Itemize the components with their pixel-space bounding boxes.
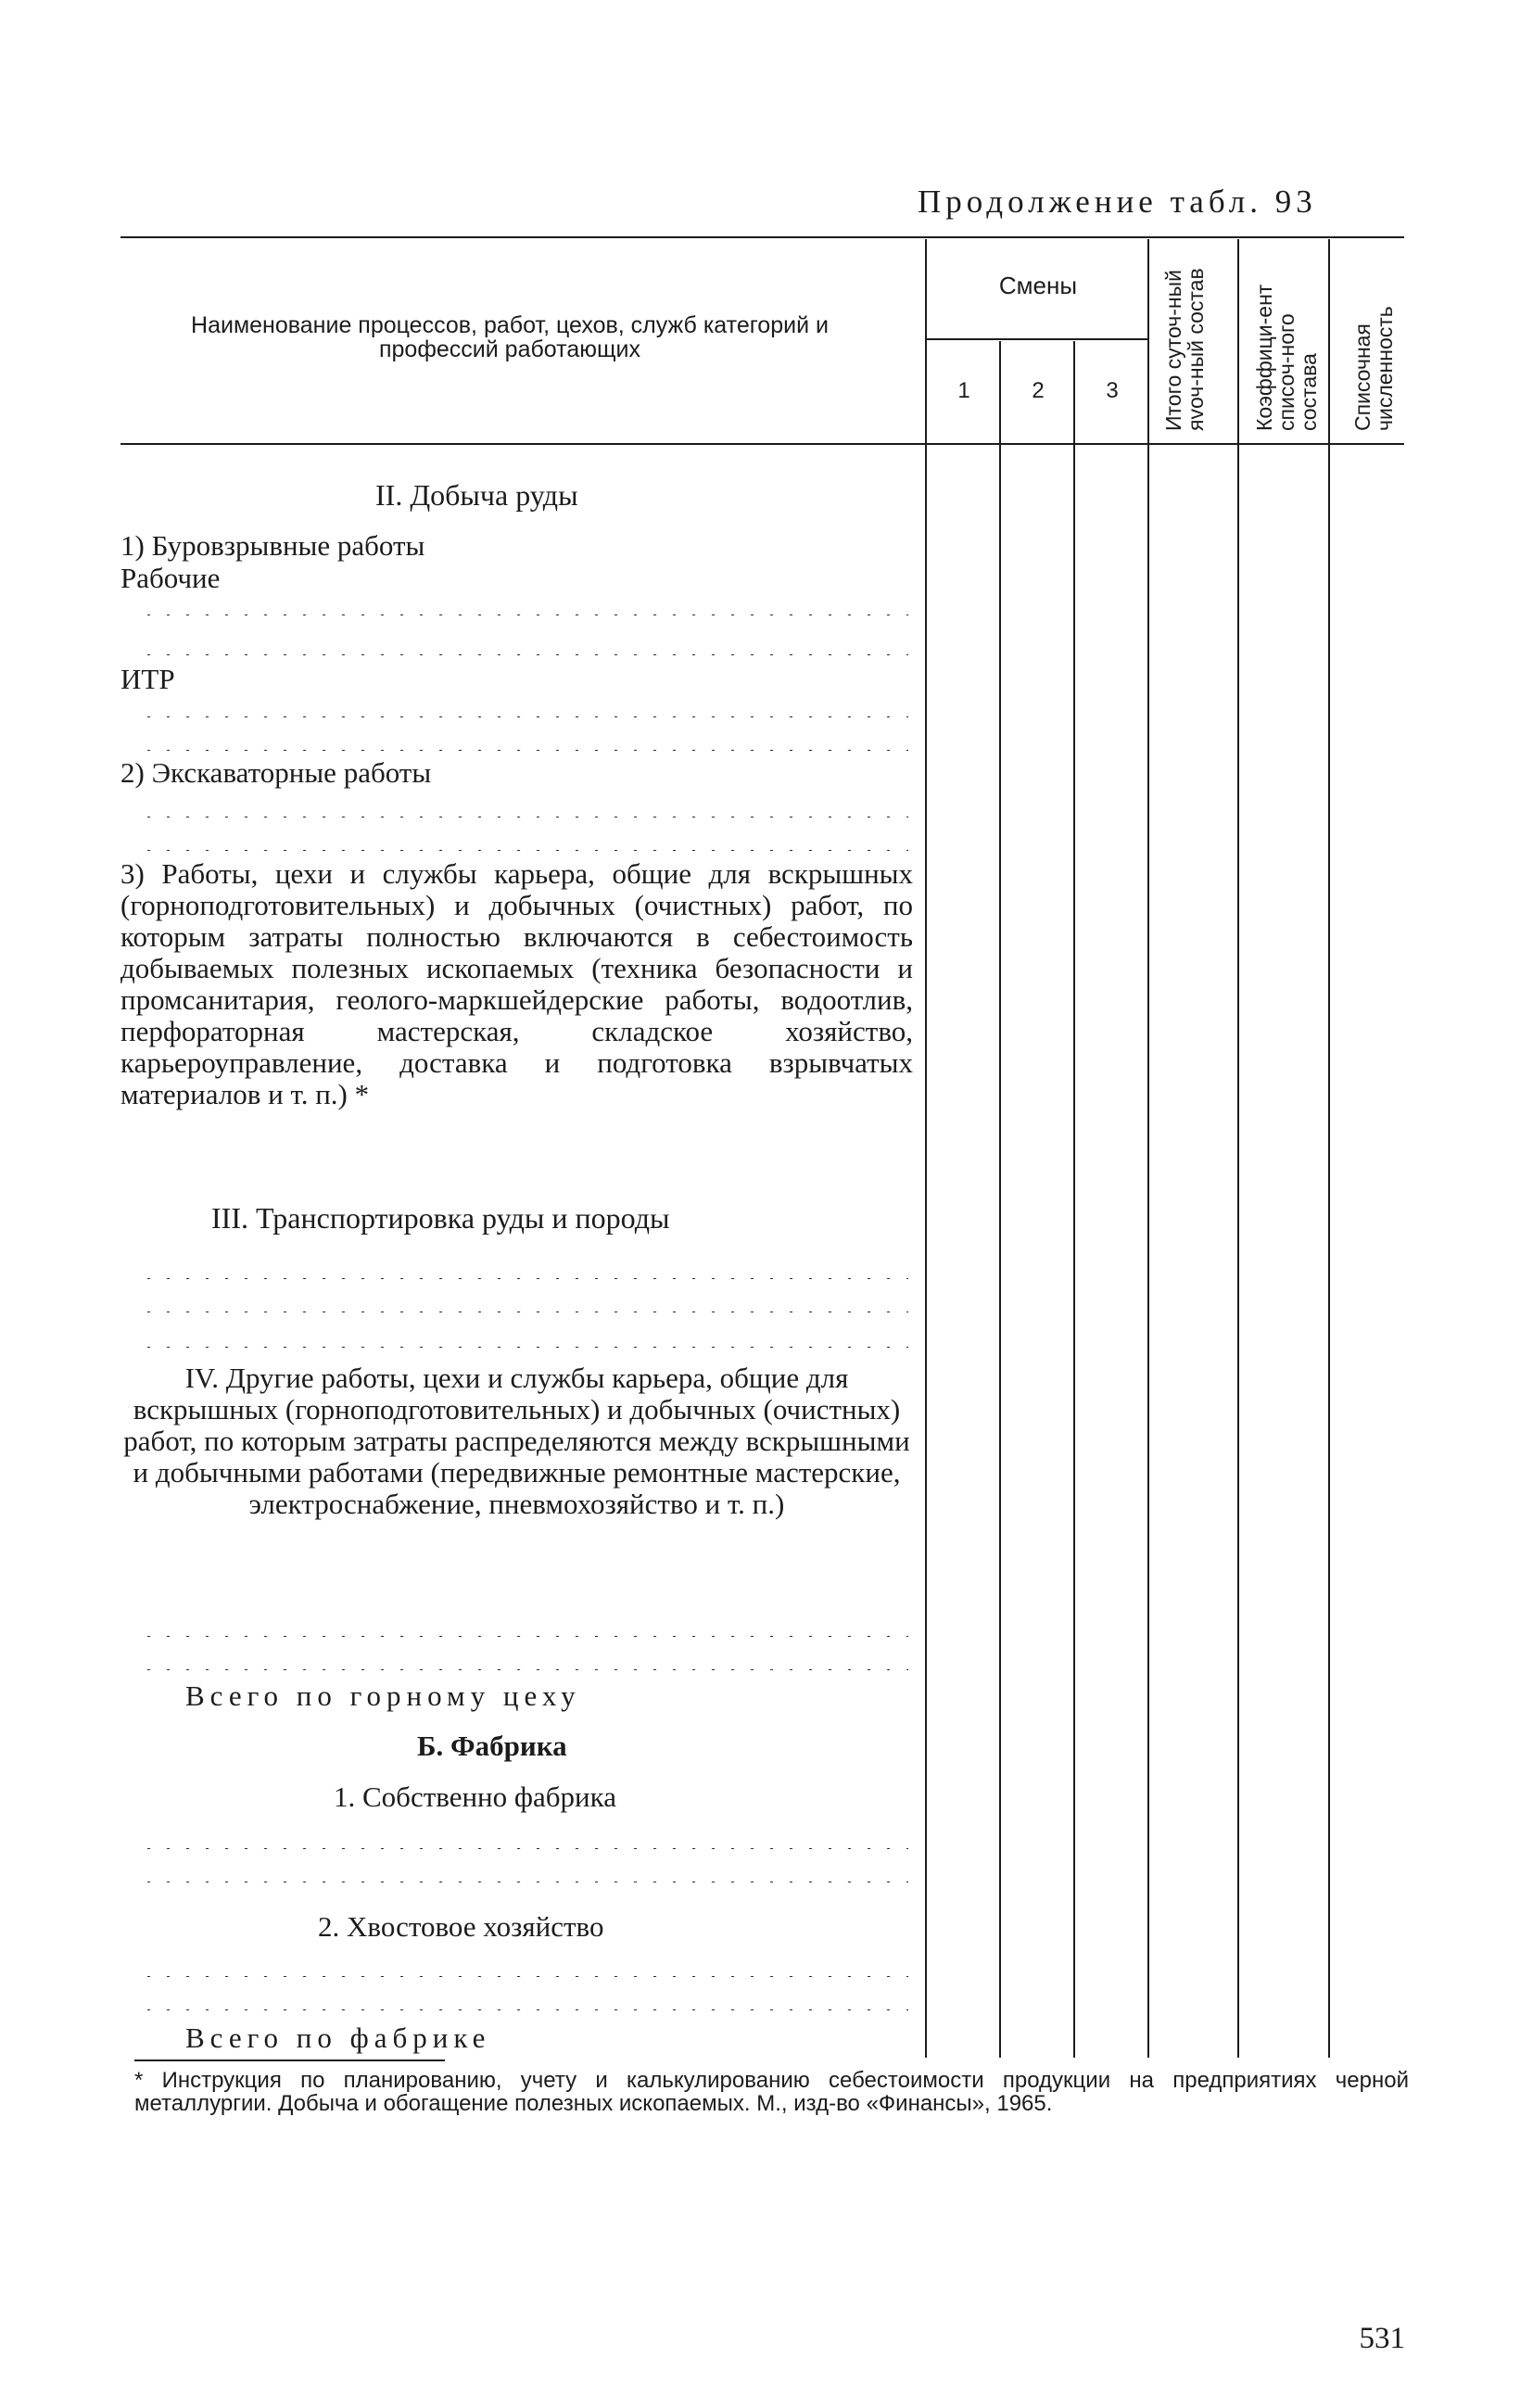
- dotted-leader: [139, 614, 908, 615]
- column-divider: [1328, 239, 1330, 2058]
- b2-title: 2. Хвостовое хозяйство: [318, 1910, 604, 1943]
- dotted-leader: [139, 1311, 908, 1312]
- item-1-workers: Рабочие: [120, 562, 221, 594]
- dotted-leader: [139, 1975, 908, 1977]
- dotted-leader: [139, 1881, 908, 1882]
- page-number: 531: [1359, 2322, 1405, 2355]
- total-daily-header: Итого суточ-ный яvоч-ный состав: [1161, 268, 1208, 431]
- dotted-leader: [139, 1277, 908, 1279]
- section-b-title: Б. Фабрика: [417, 1730, 567, 1762]
- dotted-leader: [139, 816, 908, 817]
- column-divider: [925, 239, 927, 2058]
- itr-label: ИТР: [120, 663, 175, 695]
- section-2-title: II. Добыча руды: [375, 478, 578, 512]
- section-4-text: IV. Другие работы, цехи и службы карьера, общие для вскрышных (горноподготовительных) и добычных (очистных) работ, по которым затраты распределяются между вскрышными и добычными работами (передвижные ремонтные мастерские, электроснабжение, пневмохозяйство и т. п.): [123, 1362, 910, 1520]
- total-factory-row: Всего по фабрике: [185, 2021, 491, 2054]
- column-divider: [1147, 239, 1149, 2058]
- shift-2-header: 2: [1032, 378, 1045, 403]
- dotted-leader: [139, 1847, 908, 1849]
- b1-title: 1. Собственно фабрика: [334, 1781, 616, 1813]
- dotted-leader: [139, 1346, 908, 1348]
- footnote: * Инструкция по планированию, учету и калькулированию себестоимости продукции на предприятиях черной металлургии. Добыча и обогащение полезных ископаемых. М., изд-во «Финансы», 1965.: [134, 2068, 1409, 2116]
- total-mining-row: Всего по горному цеху: [185, 1679, 581, 1712]
- dotted-leader: [139, 716, 908, 717]
- dotted-leader: [139, 1668, 908, 1670]
- section-3-title: III. Транспортировка руды и породы: [211, 1201, 670, 1235]
- dotted-leader: [139, 749, 908, 751]
- dotted-leader: [139, 653, 908, 655]
- shifts-divider-rule: [927, 338, 1149, 340]
- dotted-leader: [139, 849, 908, 851]
- dotted-leader: [139, 1635, 908, 1637]
- item-3-text: 3) Работы, цехи и службы карьера, общие для вскрышных (горноподготовительных) и добычных (очистных) работ, по которым затраты полностью включаются в себестоимость добываемых полезных ископаемых (техника безопасности и промсанитария, геолого-маркшейдерские работы, водоотлив, перфораторная мастерская, складское хозяйство, карьероуправление, доставка и подготовка взрывчатых материалов и т. п.) *: [120, 857, 913, 1110]
- header-bottom-rule: [120, 443, 1404, 445]
- item-1-title: 1) Буровзрывные работы: [120, 529, 425, 562]
- list-strength-header: Списочная численность: [1350, 306, 1397, 431]
- coefficient-header: Коэффици-ент списоч-ного состава: [1252, 284, 1321, 431]
- column-divider: [999, 341, 1001, 2058]
- column-divider: [1073, 341, 1075, 2058]
- item-2-title: 2) Экскаваторные работы: [120, 756, 432, 789]
- dotted-leader: [139, 2009, 908, 2010]
- footnote-rule: [134, 2059, 445, 2061]
- table-top-rule: [120, 236, 1404, 238]
- shift-1-header: 1: [957, 378, 970, 403]
- column-divider: [1237, 239, 1239, 2058]
- name-column-header: Наименование процессов, работ, цехов, служб категорий и профессий работающих: [191, 312, 829, 362]
- shifts-header: Смены: [998, 272, 1078, 299]
- table-caption: Продолжение табл. 93: [918, 184, 1317, 220]
- shift-3-header: 3: [1106, 378, 1119, 403]
